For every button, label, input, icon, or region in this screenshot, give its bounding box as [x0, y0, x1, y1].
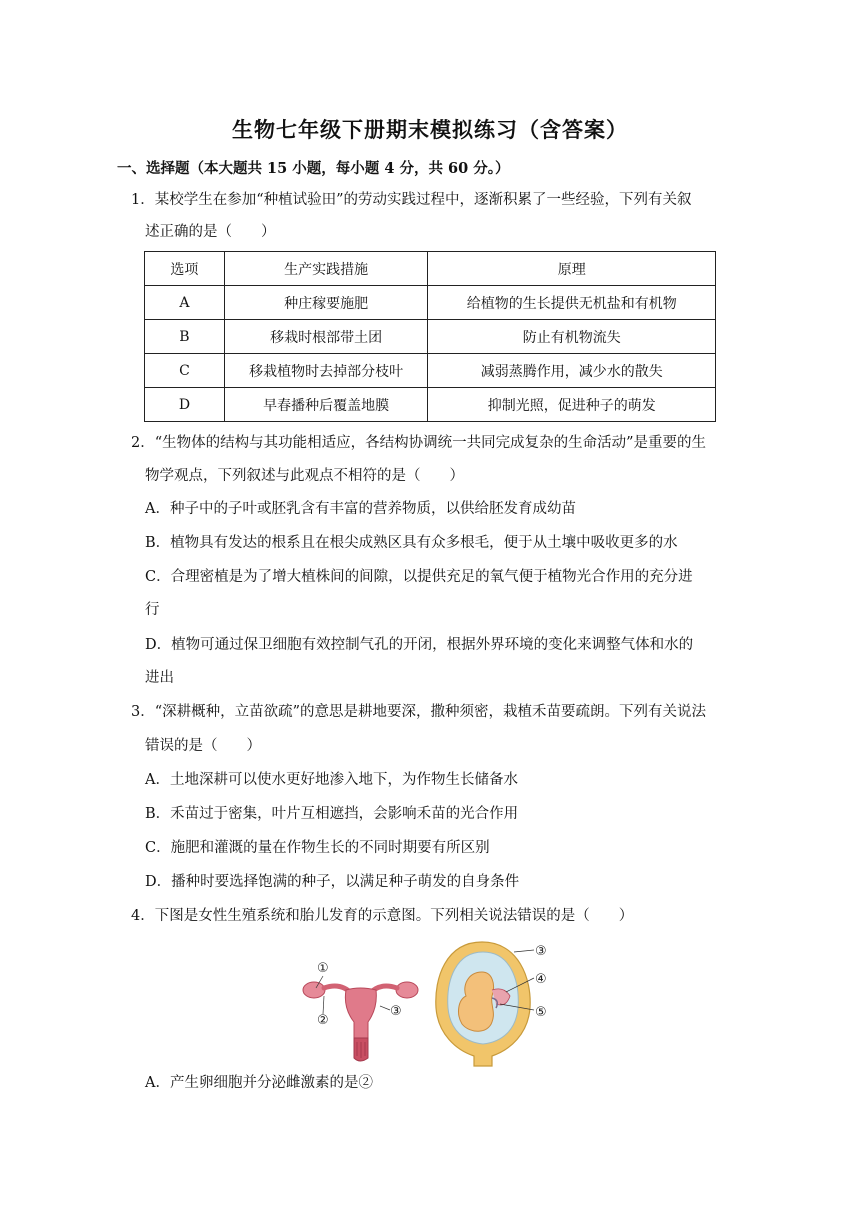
question-2-option-a: A．种子中的子叶或胚乳含有丰富的营养物质，以供给胚发育成幼苗 — [145, 501, 576, 517]
question-3-option-a: A．土地深耕可以使水更好地渗入地下，为作物生长储备水 — [145, 772, 518, 788]
table-cell: A — [145, 286, 225, 320]
question-3-stem-line2: 错误的是（ ） — [145, 738, 261, 754]
question-4-option-a: A．产生卵细胞并分泌雌激素的是② — [145, 1075, 373, 1091]
table-cell: 早春播种后覆盖地膜 — [224, 388, 428, 422]
question-2-option-c-line1: C．合理密植是为了增大植株间的间隙，以提供充足的氧气便于植物光合作用的充分进 — [145, 569, 693, 585]
uterus-diagram — [303, 961, 418, 1061]
reproductive-system-figure — [296, 938, 556, 1068]
question-2-stem-line2: 物学观点，下列叙述与此观点不相符的是（ ） — [145, 468, 464, 484]
figure-label: ③ — [535, 944, 547, 959]
table-cell: 移栽植物时去掉部分枝叶 — [224, 354, 428, 388]
table-cell: D — [145, 388, 225, 422]
table-row — [145, 388, 716, 422]
question-2-option-d-line2: 进出 — [145, 670, 174, 686]
table-header-row — [145, 252, 716, 286]
question-3-option-d: D．播种时要选择饱满的种子，以满足种子萌发的自身条件 — [145, 874, 520, 890]
figure-label: ② — [317, 1013, 329, 1028]
table-cell: 减弱蒸腾作用，减少水的散失 — [428, 354, 716, 388]
question-1-stem-line1: 1．某校学生在参加“种植试验田”的劳动实践过程中，逐渐积累了一些经验，下列有关叙 — [131, 192, 692, 208]
table-cell: B — [145, 320, 225, 354]
figure-label: ⑤ — [535, 1005, 547, 1020]
table-row — [145, 320, 716, 354]
question-3-option-c: C．施肥和灌溉的量在作物生长的不同时期要有所区别 — [145, 840, 490, 856]
table-cell: C — [145, 354, 225, 388]
fetus-diagram — [436, 942, 547, 1066]
section-heading: 一、选择题（本大题共 15 小题，每小题 4 分，共 60 分。） — [117, 160, 510, 177]
question-1-stem-line2: 述正确的是（ ） — [145, 224, 276, 240]
question-4-stem: 4．下图是女性生殖系统和胎儿发育的示意图。下列相关说法错误的是（ ） — [131, 908, 634, 924]
table-header-cell: 生产实践措施 — [224, 252, 428, 286]
question-3-stem-line1: 3．“深耕概种，立苗欲疏”的意思是耕地要深，撒种须密，栽植禾苗要疏朗。下列有关说法 — [131, 704, 707, 720]
figure-label: ③ — [390, 1004, 402, 1019]
table-cell: 抑制光照，促进种子的萌发 — [428, 388, 716, 422]
table-header-cell: 原理 — [428, 252, 716, 286]
question-2-option-c-line2: 行 — [145, 602, 160, 618]
question-2-option-d-line1: D．植物可通过保卫细胞有效控制气孔的开闭，根据外界环境的变化来调整气体和水的 — [145, 637, 694, 653]
table-cell: 移栽时根部带土团 — [224, 320, 428, 354]
table-cell: 给植物的生长提供无机盐和有机物 — [428, 286, 716, 320]
table-row — [145, 286, 716, 320]
table-cell: 防止有机物流失 — [428, 320, 716, 354]
figure-label: ① — [317, 961, 329, 976]
page-title: 生物七年级下册期末模拟练习（含答案） — [232, 117, 628, 142]
table-cell: 种庄稼要施肥 — [224, 286, 428, 320]
question-2-stem-line1: 2．“生物体的结构与其功能相适应，各结构协调统一共同完成复杂的生命活动”是重要的生 — [131, 435, 707, 451]
question-3-option-b: B．禾苗过于密集，叶片互相遮挡，会影响禾苗的光合作用 — [145, 806, 519, 822]
question-2-option-b: B．植物具有发达的根系且在根尖成熟区具有众多根毛，便于从土壤中吸收更多的水 — [145, 535, 678, 551]
figure-label: ④ — [535, 972, 547, 987]
table-header-cell: 选项 — [145, 252, 225, 286]
question-1-table — [144, 251, 716, 422]
table-row — [145, 354, 716, 388]
